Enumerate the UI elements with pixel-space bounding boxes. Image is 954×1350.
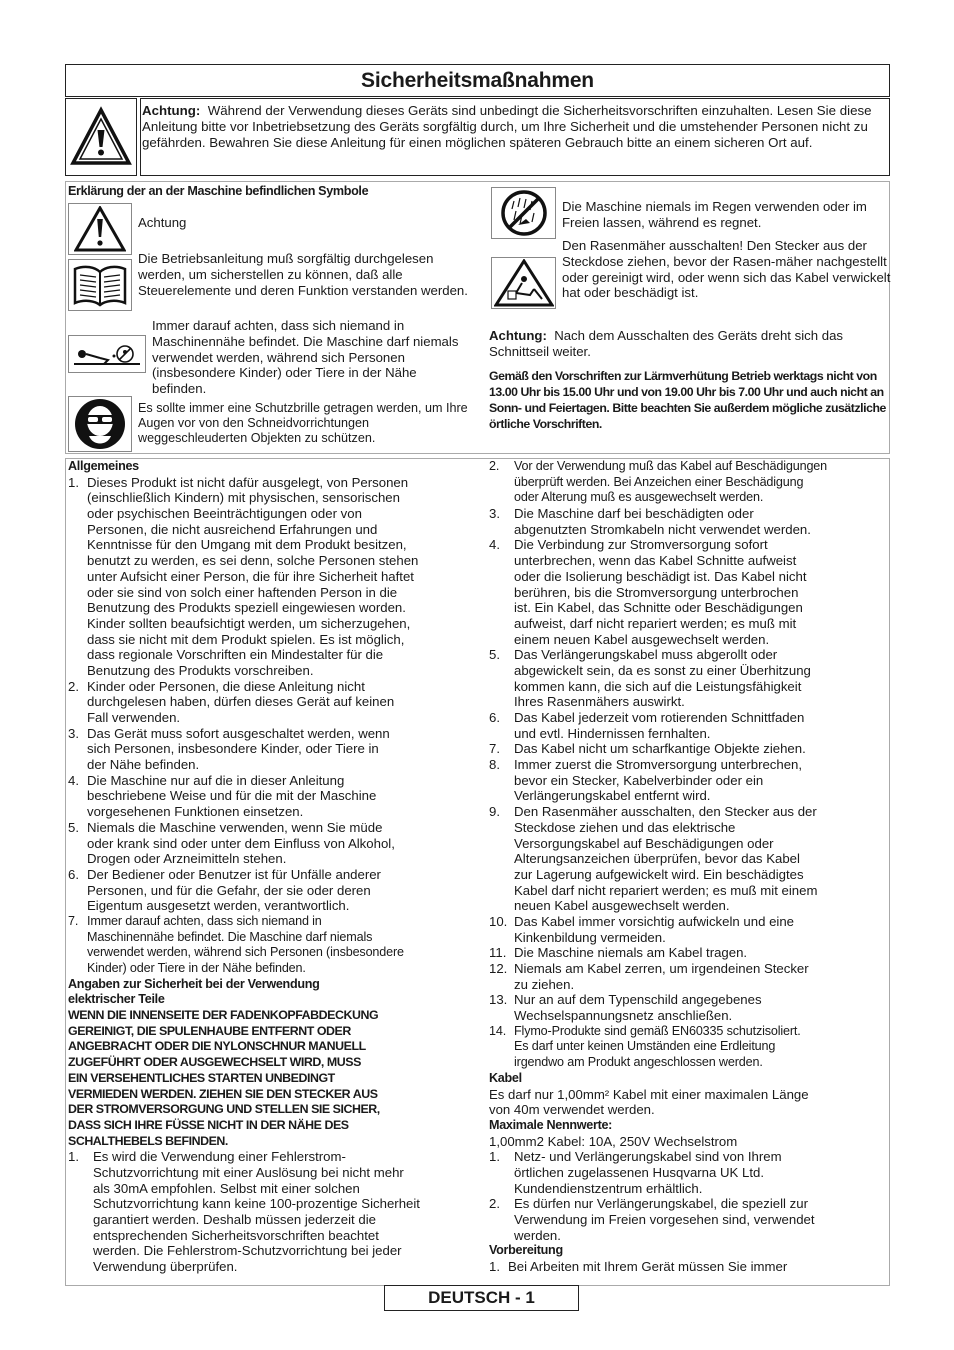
list-item-line: Alterungsanzeichen überprüfen, bevor das Kabel	[514, 851, 800, 867]
section-heading-kabel: Kabel	[489, 1070, 522, 1085]
list-item-line: Personen, die nicht ausreichend Erfahrungen und	[87, 521, 378, 537]
list-item-line: verwendet werden, während sich Personen (insbesondere	[87, 945, 404, 960]
list-number: 4.	[68, 772, 79, 788]
list-item-line	[489, 459, 889, 475]
list-item-line	[489, 945, 889, 961]
main-content	[65, 458, 890, 1286]
list-item-line	[489, 992, 889, 1008]
list-item-text: Die Maschine niemals am Kabel tragen.	[514, 945, 748, 961]
list-item-line: beschriebene Weise und für die mit der Maschine	[87, 788, 377, 804]
list-item-text: Bei Arbeiten mit Ihrem Gerät müssen Sie immer	[508, 1259, 788, 1275]
list-number: 5.	[489, 647, 500, 663]
list-number: 1.	[68, 1149, 79, 1165]
list-item-line: zur Lagerung aufgewickelt wird. Ein beschädigtes	[514, 866, 804, 882]
list-item-text: Der Bediener oder Benutzer ist für Unfälle anderer	[87, 866, 381, 882]
section-heading-allgemeines: Allgemeines	[68, 459, 139, 473]
list-number: 7.	[489, 741, 500, 757]
warning-text	[140, 98, 890, 176]
list-item-line: kommen kann, die sich auf die Leistungsfähigkeit	[514, 678, 802, 694]
manual-book-icon	[68, 259, 132, 311]
list-item-line: Wechselspannungsnetz anschließen.	[514, 1008, 733, 1024]
list-item-text: Flymo-Produkte sind gemäß EN60335 schutzisoliert.	[514, 1023, 801, 1038]
list-number: 12.	[489, 961, 508, 976]
warning-triangle-icon	[68, 203, 132, 255]
symbol-achtung-text: Achtung	[138, 215, 187, 230]
list-item-line: neuen Kabel ausgewechselt werden.	[514, 898, 730, 914]
list-number: 3.	[489, 506, 500, 522]
symbol-rain-text: Die Maschine niemals im Regen verwenden oder im Freien lassen, während es regnet.	[562, 199, 867, 230]
list-item-line: sich Personen, insbesondere Kinder, oder Tiere in	[87, 741, 379, 757]
warning-triangle-icon	[65, 98, 137, 176]
list-item-line: Kinkenbildung vermeiden.	[514, 929, 666, 945]
list-item-line	[68, 475, 472, 491]
list-item-line: Kinder sollten beaufsichtigt werden, um sicherzugehen,	[87, 615, 411, 631]
list-item-line: irgendwo am Produkt angeschlossen werden.	[514, 1055, 763, 1070]
list-item-text: Die Verbindung zur Stromversorgung sofort	[514, 537, 768, 553]
list-item-line	[489, 710, 889, 726]
list-item-line: berühren, bis die Stromversorgung unterbrochen	[514, 584, 799, 600]
list-item-line: ist. Ein Kabel, das Schnitte oder Beschädigungen	[514, 600, 803, 616]
list-item-text: Den Rasenmäher ausschalten, den Stecker aus der	[514, 804, 817, 820]
list-item-line	[68, 820, 472, 836]
caps-warning-line: SCHALTHEBELS BEFINDEN.	[68, 1133, 228, 1148]
list-item-line	[68, 679, 472, 695]
symbol-goggles-text: Es sollte immer eine Schutzbrille getragen werden, um Ihre Augen vor von den Schneidvorrichtungen weggeschleuderten Objekten zu schützen.	[138, 401, 468, 446]
list-item-text: Das Verlängerungskabel muss abgerollt oder	[514, 647, 778, 663]
list-item-line: und evtl. Hindernissen fernhalten.	[514, 725, 711, 741]
warning-section	[65, 98, 890, 176]
unplug-warning-icon	[491, 257, 556, 309]
caps-warning-line: DER STROMVERSORGUNG UND STELLEN SIE SICHER,	[68, 1102, 380, 1117]
list-item-text: Niemals die Maschine verwenden, wenn Sie müde	[87, 819, 383, 835]
list-item-line	[489, 647, 889, 663]
list-item-text: Vor der Verwendung muß das Kabel auf Beschädigungen	[514, 459, 828, 473]
list-item-line	[68, 726, 472, 742]
list-item-text: Das Kabel jederzeit vom rotierenden Schnittfaden	[514, 710, 805, 725]
list-item-text: Kinder oder Personen, die diese Anleitung nicht	[87, 678, 365, 694]
safety-goggles-icon	[68, 396, 132, 452]
list-item-line: Personen, und für die Gefahr, der sie oder deren	[87, 882, 371, 898]
list-number: 6.	[68, 866, 79, 882]
caps-warning-line: GEREINIGT, DIE SPULENHAUBE ENTFERNT ODER	[68, 1023, 351, 1038]
max-ratings-text: 1,00mm2 Kabel: 10A, 250V Wechselstrom	[489, 1133, 738, 1149]
list-item-line	[489, 1196, 889, 1212]
list-item-text: Immer darauf achten, dass sich niemand in	[87, 913, 322, 928]
no-rain-icon	[491, 187, 556, 239]
list-number: 7.	[68, 913, 79, 928]
list-item-line: Maschinennähe befindet. Die Maschine darf niemals	[87, 929, 373, 944]
right-column	[489, 459, 889, 1275]
list-item-line	[489, 537, 889, 553]
list-item-line: Ihres Rasenmähers auswirkt.	[514, 694, 685, 710]
list-number: 4.	[489, 537, 500, 553]
list-item-line: Kabel darf nicht repariert werden; es muß mit einem	[514, 882, 818, 898]
list-item-text: Niemals am Kabel zerren, um irgendeinen Stecker	[514, 961, 809, 976]
list-item-line: einem neuen Kabel ausgewechselt werden.	[514, 631, 770, 647]
list-item-line: abgewickelt sein, da es sonst zu einer Überhitzung	[514, 662, 811, 678]
list-number: 5.	[68, 819, 79, 835]
warning-label: Achtung:	[142, 103, 201, 118]
list-number: 10.	[489, 913, 508, 929]
caps-warning-line: VERMIEDEN WERDEN. ZIEHEN SIE DEN STECKER AUS	[68, 1086, 378, 1101]
list-item-line: oder die Isolierung beschädigt ist. Das Kabel nicht	[514, 568, 807, 584]
list-item-line: Drogen oder Arzneimitteln stehen.	[87, 851, 287, 867]
symbols-section	[65, 181, 890, 454]
list-item-line	[489, 804, 889, 820]
list-item-line: oder krank sind oder unter dem Einfluss von Alkohol,	[87, 835, 395, 851]
list-item-line: als 30mA empfohlen. Selbst mit einer solchen	[93, 1180, 360, 1196]
list-number: 11.	[489, 945, 507, 961]
list-item-line: Benutzung des Produkts vorschreiben.	[87, 662, 314, 678]
keep-bystanders-away-icon	[68, 335, 146, 373]
list-item-line: Fall verwenden.	[87, 710, 181, 725]
list-item-line: dass regionale Vorschriften ein Mindestalter für die	[87, 647, 384, 663]
list-item-line	[489, 741, 889, 757]
list-item-line: Es darf unter keinen Umständen eine Erdleitung	[514, 1039, 776, 1054]
after-stop-warning	[489, 328, 889, 360]
list-item-line: Schutzvorrichtung mit einer Auslösung bei nicht mehr	[93, 1164, 404, 1180]
list-item-line	[68, 1149, 472, 1165]
symbol-unplug-text: Den Rasenmäher ausschalten! Den Stecker aus der Steckdose ziehen, bevor der Rasen-mäher nachgestellt oder gereinigt wird, oder wenn sich das Kabel verwickelt hat oder beschädigt ist.	[562, 238, 891, 301]
caps-warning-line: WENN DIE INNENSEITE DER FADENKOPFABDECKUNG	[68, 1008, 379, 1023]
list-item-text: Das Kabel nicht um scharfkantige Objekte ziehen.	[514, 741, 806, 757]
list-item-line	[68, 867, 472, 883]
list-item-text: Das Kabel immer vorsichtig aufwickeln und eine	[514, 913, 794, 929]
list-item-line: bevor ein Stecker, Kabelverbinder oder ein	[514, 772, 764, 788]
list-number: 13.	[489, 992, 508, 1008]
list-item-line: garantiert werden. Deshalb müssen jederzeit die	[93, 1212, 376, 1227]
list-item-line: werden. Die Fehlerstrom-Schutzvorrichtung bei jeder	[93, 1243, 402, 1259]
page-footer: DEUTSCH - 1	[384, 1285, 579, 1311]
list-item-line	[68, 914, 472, 930]
caps-warning-line: EIN VERSEHENTLICHES STARTEN UNBEDINGT	[68, 1070, 335, 1085]
symbol-bystanders-text: Immer darauf achten, dass sich niemand in Maschinennähe befindet. Die Maschine darf niemals verwendet werden, während sich Personen (insbesondere Kinder) oder Tiere in der Nähe befinden.	[152, 318, 459, 397]
list-item-line: unterbrechen, wenn das Kabel Schnitte aufweist	[514, 553, 797, 569]
list-item-text: Die Maschine darf bei beschädigten oder	[514, 506, 754, 522]
after-stop-text: Nach dem Ausschalten des Geräts dreht sich das Schnittseil weiter.	[489, 328, 844, 359]
list-number: 2.	[489, 1196, 500, 1212]
list-item-text: Dieses Produkt ist nicht dafür ausgelegt, von Personen	[87, 474, 409, 490]
list-item-text: Es dürfen nur Verlängerungskabel, die speziell zur	[514, 1196, 808, 1212]
list-item-line: oder psychischen Beeinträchtigungen oder von	[87, 506, 362, 522]
list-item-line: Kinder) oder Tiere in der Nähe befinden.	[87, 961, 306, 975]
list-item-line: zu ziehen.	[514, 976, 575, 992]
list-number: 2.	[489, 459, 500, 473]
list-item-line: benutzt zu werden, es sei denn, solche Personen stehen	[87, 553, 419, 569]
list-item-line: dass sie nicht mit dem Produkt spielen. Es ist möglich,	[87, 631, 405, 647]
list-item-line: Kundendienstzentrum erhältlich.	[514, 1180, 703, 1196]
list-item-line: abgenutzten Stromkabeln nicht verwendet werden.	[514, 521, 811, 537]
list-item-line: der Nähe befinden.	[87, 757, 200, 773]
list-item-line: entsprechenden Sicherheitsvorschriften beachtet	[93, 1227, 379, 1243]
list-item-line: Eigentum ausgesetzt werden, verantwortlich.	[87, 898, 350, 914]
list-item-line: werden.	[514, 1227, 561, 1243]
list-number: 8.	[489, 757, 500, 773]
list-number: 1.	[68, 474, 79, 490]
list-item-line: vorgesehenen Funktionen einsetzen.	[87, 804, 304, 820]
page-title: Sicherheitsmaßnahmen	[65, 64, 890, 97]
list-item-line: Verlängerungskabel entfernt wird.	[514, 788, 711, 804]
section-heading-vorbereitung: Vorbereitung	[489, 1243, 563, 1258]
list-item-line: unter Aufsicht einer Person, die für ihre Sicherheit haftet	[87, 568, 414, 584]
list-item-line: örtlichen zugelassenen Husqvarna UK Ltd.	[514, 1164, 764, 1180]
caps-warning-line: ANGEBRACHT ODER DIE NYLONSCHNUR MANUELL	[68, 1039, 366, 1054]
section-heading-electrical: Angaben zur Sicherheit bei der Verwendung	[68, 976, 320, 991]
list-number: 14.	[489, 1023, 507, 1038]
list-item-line	[68, 773, 472, 789]
list-number: 2.	[68, 678, 79, 694]
symbols-heading: Erklärung der an der Maschine befindlichen Symbole	[68, 184, 369, 198]
list-item-line	[489, 914, 889, 930]
list-item-text: Es wird die Verwendung einer Fehlerstrom-	[93, 1149, 346, 1165]
list-number: 3.	[68, 725, 79, 741]
list-item-line: oder Alterung muß es ausgewechselt werden.	[514, 490, 764, 505]
list-item-line: (einschließlich Kindern) mit physischen, sensorischen	[87, 490, 400, 506]
list-item-line: überprüft werden. Bei Anzeichen einer Beschädigung	[514, 474, 804, 489]
list-item-line: Versorgungskabel auf Beschädigungen oder	[514, 835, 774, 851]
noise-regulation-text: Gemäß den Vorschriften zur Lärmverhütung Betrieb werktags nicht von 13.00 Uhr bis 15.00 Uhr und von 19.00 Uhr bis 7.00 Uhr und auch nicht an Sonn- und Feiertagen. Bitte beachten Sie außerdem mögliche zusätzliche örtliche Vorschriften.	[489, 369, 886, 431]
list-item-text: Netz- und Verlängerungskabel sind von Ihrem	[514, 1149, 782, 1165]
list-number: 1.	[489, 1259, 500, 1275]
after-stop-label: Achtung:	[489, 328, 547, 343]
list-number: 6.	[489, 710, 500, 725]
list-item-line: Benutzung des Produkts speziell eingewiesen worden.	[87, 600, 406, 616]
caps-warning-line: ZUGEFÜHRT ODER AUSGEWECHSELT WIRD, MUSS	[68, 1055, 361, 1070]
section-heading-max-ratings: Maximale Nennwerte:	[489, 1117, 613, 1132]
list-item-line	[489, 1259, 889, 1275]
list-item-line	[489, 1024, 889, 1040]
left-column	[68, 459, 472, 1275]
list-number: 9.	[489, 804, 500, 820]
list-item-line	[489, 1149, 889, 1165]
list-item-text: Das Gerät muss sofort ausgeschaltet werden, wenn	[87, 725, 390, 741]
list-item-line	[489, 961, 889, 977]
list-item-line: oder sie sind von solch einer haftenden Person in die	[87, 584, 398, 600]
list-item-line: aufweist, darf nicht repariert werden; es muß mit	[514, 615, 797, 631]
kabel-text-line: Es darf nur 1,00mm² Kabel mit einer maximalen Länge	[489, 1086, 809, 1102]
list-item-line: Verwendung im Freien vorgesehen sind, verwendet	[514, 1212, 815, 1227]
list-item-line: durchgelesen haben, dürfen dieses Gerät auf keinen	[87, 694, 395, 710]
list-item-text: Immer zuerst die Stromversorgung unterbrechen,	[514, 757, 803, 773]
list-item-line: Kenntnisse für den Umgang mit dem Produkt besitzen,	[87, 537, 407, 553]
list-item-line	[489, 757, 889, 773]
list-item-line: Schutzvorrichtung kann keine 100-prozentige Sicherheit	[93, 1196, 420, 1212]
list-item-line: Verwendung überprüfen.	[93, 1259, 238, 1275]
section-heading-electrical: elektrischer Teile	[68, 992, 165, 1007]
symbol-manual-text: Die Betriebsanleitung muß sorgfältig durchgelesen werden, um sicherstellen zu können, daß alle Steuerelemente und deren Funktion verstanden werden.	[138, 251, 468, 298]
kabel-text-line: von 40m verwendet werden.	[489, 1102, 655, 1118]
warning-body: Während der Verwendung dieses Geräts sind unbedingt die Sicherheitsvorschriften einzuhalten. Lesen Sie diese Anleitung bitte vor Inbetriebsetzung des Geräts sorgfältig durch, um Ihre Sicherheit und die umstehender Personen nicht zu gefährden. Bewahren Sie diese Anleitung für einen möglichen späteren Gebrauch bitte an einem sicheren Ort auf.	[142, 103, 872, 151]
list-item-text: Nur an auf dem Typenschild angegebenes	[514, 992, 762, 1008]
list-item-text: Die Maschine nur auf die in dieser Anleitung	[87, 772, 345, 788]
list-number: 1.	[489, 1149, 500, 1165]
list-item-line	[489, 506, 889, 522]
caps-warning-line: DASS SICH IHRE FÜSSE NICHT IN DER NÄHE DES	[68, 1117, 349, 1132]
list-item-line: Steckdose ziehen und das elektrische	[514, 819, 736, 835]
